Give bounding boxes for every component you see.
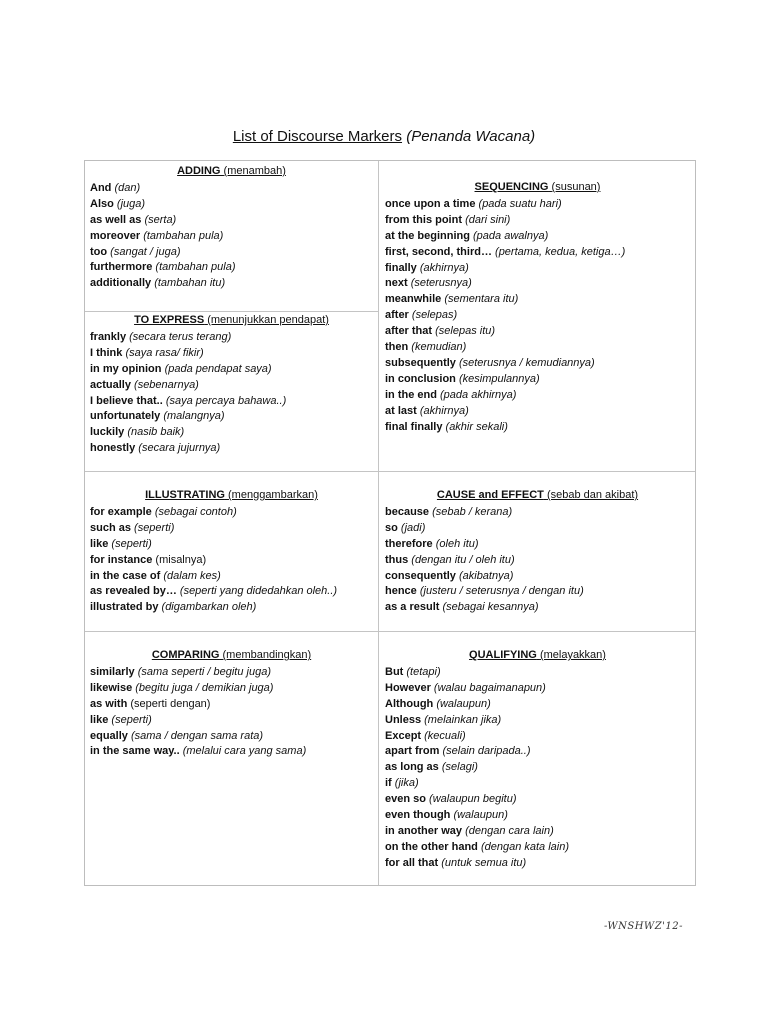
marker-malay: (selepas) (411, 309, 458, 322)
marker-english: moreover (90, 229, 141, 242)
marker-item (385, 245, 690, 261)
marker-item (90, 584, 373, 600)
marker-malay: (dengan kata lain) (480, 840, 570, 853)
section-heading-en: ILLUSTRATING (145, 489, 225, 501)
marker-item (90, 729, 373, 745)
marker-item (90, 569, 373, 585)
marker-item (90, 425, 373, 441)
marker-english: at last (385, 404, 417, 417)
marker-malay: (seperti dengan) (130, 697, 211, 710)
column-divider (378, 161, 379, 885)
marker-malay: (selagi) (441, 761, 478, 774)
row-divider-adding (85, 311, 378, 312)
section-adding (90, 164, 373, 292)
title-main: List of Discourse Markers (232, 128, 403, 145)
marker-english: apart from (385, 745, 440, 758)
marker-english: meanwhile (385, 293, 442, 306)
marker-malay: (seperti) (134, 521, 175, 534)
marker-english: frankly (90, 330, 127, 343)
marker-malay: (tambahan pula) (155, 261, 236, 274)
marker-malay: (sebagai kesannya) (442, 601, 539, 614)
marker-item (385, 776, 690, 792)
marker-malay: (selepas itu) (435, 325, 496, 338)
marker-malay: (secara jujurnya) (138, 442, 221, 455)
row-divider-2 (85, 631, 695, 632)
marker-malay: (walaupun) (453, 809, 508, 822)
marker-english: first, second, third… (385, 245, 492, 258)
marker-item (385, 665, 690, 681)
marker-english: because (385, 505, 430, 518)
marker-malay: (kesimpulannya) (458, 372, 540, 385)
marker-item (90, 744, 373, 760)
section-heading-ms: (menambah) (223, 165, 286, 177)
marker-malay: (digambarkan oleh) (161, 601, 257, 614)
marker-malay: (jadi) (400, 521, 426, 534)
marker-item (385, 372, 690, 388)
section-heading-ms: (susunan) (551, 181, 601, 193)
marker-english: so (385, 521, 398, 534)
marker-malay: (kemudian) (411, 341, 467, 354)
marker-english: I think (90, 346, 123, 359)
marker-malay: (juga) (116, 197, 146, 210)
marker-malay: (nasib baik) (127, 426, 185, 439)
title-subtitle: (Penanda Wacana) (406, 128, 536, 145)
marker-item (385, 308, 690, 324)
marker-item (90, 362, 373, 378)
marker-malay: (sama / dengan sama rata) (130, 729, 264, 742)
marker-item (385, 713, 690, 729)
marker-english: as revealed by… (90, 585, 177, 598)
marker-item (385, 521, 690, 537)
marker-item (90, 330, 373, 346)
marker-malay: (dengan itu / oleh itu) (411, 553, 515, 566)
marker-english: even though (385, 809, 451, 822)
marker-item (90, 394, 373, 410)
marker-malay: (dari sini) (465, 213, 511, 226)
marker-malay: (pada akhirnya) (440, 388, 517, 401)
marker-english: additionally (90, 277, 152, 290)
marker-item (385, 824, 690, 840)
section-heading (90, 648, 373, 664)
marker-item (385, 840, 690, 856)
marker-malay: (misalnya) (155, 553, 207, 566)
section-heading-ms: (melayakkan) (539, 649, 606, 661)
marker-malay: (melalui cara yang sama) (182, 745, 307, 758)
marker-malay: (saya percaya bahawa..) (165, 394, 287, 407)
marker-malay: (begitu juga / demikian juga) (135, 681, 274, 694)
marker-item (385, 760, 690, 776)
marker-item (90, 213, 373, 229)
marker-english: Unless (385, 713, 422, 726)
marker-item (90, 245, 373, 261)
marker-malay: (jika) (394, 777, 419, 790)
marker-malay: (sebenarnya) (134, 378, 199, 391)
section-heading-en: COMPARING (151, 649, 220, 661)
marker-item (90, 665, 373, 681)
row-divider-1 (85, 471, 695, 472)
marker-item (90, 600, 373, 616)
marker-malay: (akhir sekali) (445, 420, 508, 433)
section-heading-ms: (menggambarkan) (228, 489, 318, 501)
marker-item (90, 713, 373, 729)
marker-malay: (seterusnya / kemudiannya) (458, 356, 595, 369)
marker-malay: (walaupun) (436, 697, 491, 710)
marker-item (385, 729, 690, 745)
marker-item (385, 229, 690, 245)
marker-english: furthermore (90, 261, 153, 274)
marker-item (90, 181, 373, 197)
marker-item (385, 213, 690, 229)
section-heading (385, 648, 690, 664)
marker-item (385, 681, 690, 697)
marker-item (385, 292, 690, 308)
marker-english: in the case of (90, 569, 161, 582)
marker-item (385, 553, 690, 569)
marker-malay: (oleh itu) (435, 537, 479, 550)
marker-malay: (sebagai contoh) (154, 505, 237, 518)
marker-english: as with (90, 697, 128, 710)
marker-malay: (pada awalnya) (473, 229, 549, 242)
marker-malay: (selain daripada..) (442, 745, 531, 758)
section-heading (90, 488, 373, 504)
marker-english: for instance (90, 553, 153, 566)
section-heading-en: SEQUENCING (474, 181, 549, 193)
marker-item (385, 600, 690, 616)
section-heading-en: QUALIFYING (469, 649, 537, 661)
marker-item (385, 584, 690, 600)
marker-english: at the beginning (385, 229, 470, 242)
marker-english: on the other hand (385, 840, 478, 853)
section-qualifying (385, 648, 690, 872)
section-heading (90, 313, 373, 329)
marker-malay: (sama seperti / begitu juga) (137, 665, 271, 678)
marker-malay: (dengan cara lain) (465, 824, 554, 837)
marker-item (385, 744, 690, 760)
marker-item (385, 505, 690, 521)
section-heading (90, 164, 373, 180)
marker-english: luckily (90, 426, 125, 439)
marker-item (385, 404, 690, 420)
marker-malay: (sementara itu) (444, 293, 519, 306)
marker-item (385, 537, 690, 553)
marker-item (385, 261, 690, 277)
marker-english: actually (90, 378, 131, 391)
section-heading (385, 180, 690, 196)
marker-item (385, 697, 690, 713)
section-cause-and-effect (385, 488, 690, 616)
marker-english: hence (385, 585, 417, 598)
marker-english: for all that (385, 856, 439, 869)
marker-english: Also (90, 197, 114, 210)
marker-english: too (90, 245, 108, 258)
marker-item (90, 229, 373, 245)
marker-english: in the end (385, 388, 437, 401)
marker-english: honestly (90, 442, 136, 455)
marker-malay: (sebab / kerana) (432, 505, 513, 518)
marker-english: like (90, 713, 109, 726)
section-heading-ms: (sebab dan akibat) (546, 489, 639, 501)
marker-malay: (seperti) (111, 537, 152, 550)
marker-item (90, 553, 373, 569)
marker-item (90, 441, 373, 457)
marker-malay: (akhirnya) (419, 404, 469, 417)
marker-item (90, 197, 373, 213)
marker-english: in the same way.. (90, 745, 180, 758)
marker-malay: (akibatnya) (458, 569, 514, 582)
marker-item (90, 260, 373, 276)
marker-malay: (walau bagaimanapun) (433, 681, 546, 694)
marker-item (90, 521, 373, 537)
marker-malay: (seperti) (111, 713, 152, 726)
page-title (0, 128, 768, 145)
marker-malay: (justeru / seterusnya / dengan itu) (419, 585, 584, 598)
marker-english: in conclusion (385, 372, 456, 385)
section-illustrating (90, 488, 373, 616)
marker-english: after that (385, 325, 433, 338)
marker-english: then (385, 341, 409, 354)
marker-malay: (secara terus terang) (129, 330, 232, 343)
marker-item (90, 537, 373, 553)
marker-english: likewise (90, 681, 133, 694)
marker-english: But (385, 665, 404, 678)
marker-item (90, 409, 373, 425)
marker-english: And (90, 181, 112, 194)
marker-english: from this point (385, 213, 462, 226)
marker-malay: (tambahan pula) (143, 229, 224, 242)
marker-english: as long as (385, 761, 439, 774)
marker-english: unfortunately (90, 410, 161, 423)
marker-english: even so (385, 793, 426, 806)
marker-item (90, 346, 373, 362)
marker-english: next (385, 277, 408, 290)
marker-item (90, 505, 373, 521)
marker-malay: (sangat / juga) (110, 245, 181, 258)
marker-malay: (untuk semua itu) (441, 856, 527, 869)
marker-item (385, 420, 690, 436)
marker-item (385, 808, 690, 824)
marker-english: for example (90, 505, 152, 518)
marker-item (385, 197, 690, 213)
section-heading-en: ADDING (177, 165, 221, 177)
marker-english: like (90, 537, 109, 550)
marker-english: final finally (385, 420, 443, 433)
marker-malay: (tetapi) (406, 665, 441, 678)
section-heading-en: TO EXPRESS (134, 314, 205, 326)
section-comparing (90, 648, 373, 760)
marker-malay: (pertama, kedua, ketiga…) (495, 245, 626, 258)
marker-malay: (dalam kes) (163, 569, 221, 582)
marker-malay: (dan) (114, 181, 141, 194)
marker-english: similarly (90, 665, 135, 678)
marker-english: as well as (90, 213, 142, 226)
section-to-express (90, 313, 373, 457)
marker-malay: (saya rasa/ fikir) (125, 346, 204, 359)
marker-english: illustrated by (90, 601, 159, 614)
marker-malay: (seperti yang didedahkan oleh..) (179, 585, 338, 598)
marker-english: such as (90, 521, 131, 534)
marker-item (385, 324, 690, 340)
marker-malay: (serta) (144, 213, 177, 226)
section-heading-en: CAUSE and EFFECT (436, 489, 544, 501)
marker-item (90, 697, 373, 713)
signature: -WNSHWZ'12- (604, 921, 684, 932)
marker-item (385, 340, 690, 356)
section-heading-ms: (menunjukkan pendapat) (207, 314, 329, 326)
marker-english: thus (385, 553, 409, 566)
marker-malay: (melainkan jika) (424, 713, 502, 726)
marker-english: consequently (385, 569, 456, 582)
marker-malay: (kecuali) (424, 729, 466, 742)
marker-english: Except (385, 729, 422, 742)
marker-english: after (385, 309, 409, 322)
marker-malay: (seterusnya) (410, 277, 472, 290)
markers-table (84, 160, 696, 886)
marker-english: equally (90, 729, 128, 742)
marker-malay: (pada pendapat saya) (164, 362, 272, 375)
marker-malay: (walaupun begitu) (429, 793, 517, 806)
marker-english: as a result (385, 601, 440, 614)
marker-english: However (385, 681, 431, 694)
marker-item (90, 681, 373, 697)
marker-item (385, 856, 690, 872)
marker-english: if (385, 777, 392, 790)
marker-item (385, 388, 690, 404)
marker-item (90, 276, 373, 292)
marker-item (385, 356, 690, 372)
section-heading (385, 488, 690, 504)
marker-item (385, 276, 690, 292)
marker-english: finally (385, 261, 417, 274)
section-sequencing (385, 180, 690, 436)
marker-english: I believe that.. (90, 394, 163, 407)
marker-malay: (pada suatu hari) (478, 197, 562, 210)
marker-english: in my opinion (90, 362, 162, 375)
marker-malay: (tambahan itu) (154, 277, 226, 290)
marker-english: Although (385, 697, 434, 710)
marker-english: subsequently (385, 356, 456, 369)
marker-english: therefore (385, 537, 433, 550)
marker-item (90, 378, 373, 394)
marker-english: once upon a time (385, 197, 476, 210)
marker-malay: (akhirnya) (419, 261, 469, 274)
marker-item (385, 569, 690, 585)
marker-english: in another way (385, 824, 463, 837)
section-heading-ms: (membandingkan) (222, 649, 312, 661)
marker-item (385, 792, 690, 808)
marker-malay: (malangnya) (163, 410, 225, 423)
